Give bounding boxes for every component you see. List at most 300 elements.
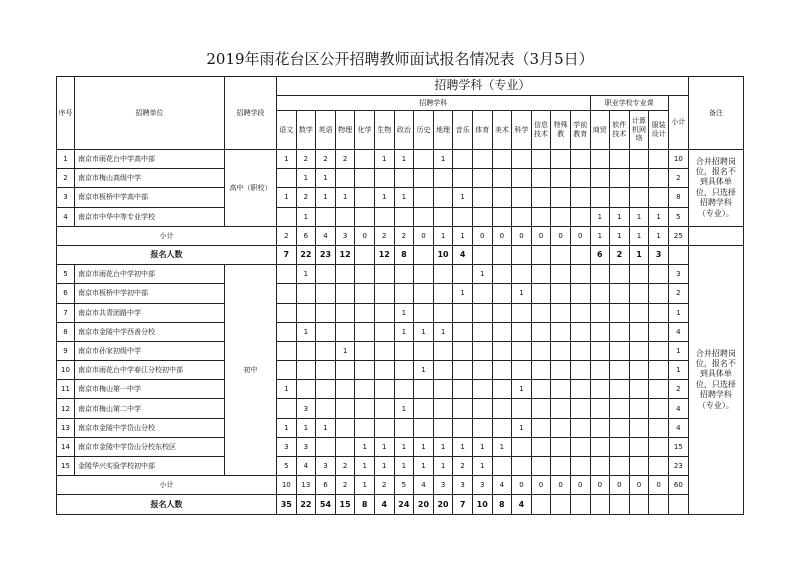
header-subject: 地理 xyxy=(433,111,453,150)
applicants-cell: 12 xyxy=(374,245,394,264)
row-cell: 1 xyxy=(394,150,414,169)
row-cell xyxy=(433,380,453,399)
row-cell xyxy=(551,188,571,207)
row-cell xyxy=(629,361,649,380)
row-cell xyxy=(649,399,669,418)
row-cell xyxy=(531,418,551,437)
applicants-cell xyxy=(512,245,532,264)
row-unit: 南京市中华中等专业学校 xyxy=(75,207,225,226)
subtotal-cell: 0 xyxy=(512,226,532,245)
row-seq: 10 xyxy=(57,361,75,380)
section-note: 合并招聘岗位，报名不到具体单位，只选择招聘学科（专业）。 xyxy=(688,245,743,514)
row-cell: 1 xyxy=(414,361,434,380)
row-cell: 1 xyxy=(433,150,453,169)
row-cell xyxy=(629,380,649,399)
row-cell: 1 xyxy=(374,150,394,169)
row-cell xyxy=(610,437,630,456)
row-cell xyxy=(335,265,355,284)
row-cell: 1 xyxy=(433,437,453,456)
row-cell: 1 xyxy=(374,457,394,476)
row-cell: 1 xyxy=(512,284,532,303)
row-cell xyxy=(472,284,492,303)
row-cell xyxy=(610,303,630,322)
row-cell xyxy=(492,150,512,169)
row-cell xyxy=(590,284,610,303)
section-note: 合并招聘岗位，报名不到具体单位，只选择招聘学科（专业）。 xyxy=(688,150,743,227)
row-cell xyxy=(492,380,512,399)
row-cell xyxy=(590,380,610,399)
row-cell xyxy=(355,265,375,284)
row-cell: 2 xyxy=(335,150,355,169)
row-cell xyxy=(551,322,571,341)
row-cell xyxy=(355,303,375,322)
row-cell xyxy=(277,284,297,303)
row-cell: 3 xyxy=(277,437,297,456)
row-cell xyxy=(649,303,669,322)
subtotal-cell: 1 xyxy=(649,226,669,245)
header-level: 招聘学段 xyxy=(225,77,277,150)
applicants-cell: 24 xyxy=(394,495,414,514)
row-cell xyxy=(394,380,414,399)
row-unit: 南京市孙家初级中学 xyxy=(75,341,225,360)
applicants-cell: 10 xyxy=(433,245,453,264)
row-cell xyxy=(512,188,532,207)
applicants-total xyxy=(668,495,688,514)
row-cell xyxy=(453,418,473,437)
header-subject: 物理 xyxy=(335,111,355,150)
row-cell xyxy=(629,322,649,341)
row-cell: 1 xyxy=(590,207,610,226)
subtotal-cell: 4 xyxy=(414,476,434,495)
header-subject: 体育 xyxy=(472,111,492,150)
row-cell xyxy=(414,150,434,169)
row-cell: 1 xyxy=(355,437,375,456)
row-cell xyxy=(355,341,375,360)
subtotal-cell: 6 xyxy=(316,476,336,495)
row-cell xyxy=(374,207,394,226)
row-total: 4 xyxy=(668,418,688,437)
row-seq: 12 xyxy=(57,399,75,418)
row-cell xyxy=(394,265,414,284)
row-cell xyxy=(629,399,649,418)
row-cell xyxy=(551,150,571,169)
applicants-cell: 8 xyxy=(394,245,414,264)
row-cell xyxy=(453,380,473,399)
row-cell xyxy=(414,418,434,437)
row-cell xyxy=(316,265,336,284)
subtotal-cell: 2 xyxy=(374,476,394,495)
applicants-cell xyxy=(492,245,512,264)
row-cell xyxy=(610,265,630,284)
applicants-label: 报名人数 xyxy=(57,495,277,514)
row-cell xyxy=(316,284,336,303)
header-subject: 政治 xyxy=(394,111,414,150)
row-cell xyxy=(570,361,590,380)
header-subject: 数学 xyxy=(296,111,316,150)
applicants-cell: 12 xyxy=(335,245,355,264)
row-cell xyxy=(453,169,473,188)
row-cell xyxy=(610,418,630,437)
row-cell xyxy=(512,437,532,456)
row-cell xyxy=(512,341,532,360)
row-cell xyxy=(374,284,394,303)
note-blank xyxy=(688,226,743,245)
row-cell xyxy=(414,380,434,399)
row-total: 15 xyxy=(668,437,688,456)
row-cell xyxy=(531,150,551,169)
row-cell xyxy=(512,150,532,169)
row-unit: 南京市板桥中学高中部 xyxy=(75,188,225,207)
row-cell xyxy=(335,207,355,226)
row-total: 10 xyxy=(668,150,688,169)
section-level: 高中（职校） xyxy=(225,150,277,227)
row-cell xyxy=(512,265,532,284)
row-cell xyxy=(610,380,630,399)
row-cell: 1 xyxy=(394,303,414,322)
row-cell xyxy=(492,303,512,322)
row-cell: 5 xyxy=(277,457,297,476)
row-cell xyxy=(374,322,394,341)
subtotal-cell: 2 xyxy=(374,226,394,245)
row-total: 3 xyxy=(668,265,688,284)
row-cell xyxy=(316,322,336,341)
header-total: 小计 xyxy=(668,96,688,150)
row-cell xyxy=(277,322,297,341)
subtotal-cell: 4 xyxy=(492,476,512,495)
row-cell xyxy=(512,399,532,418)
row-total: 1 xyxy=(668,303,688,322)
row-cell xyxy=(316,380,336,399)
row-cell xyxy=(277,303,297,322)
header-seq: 序号 xyxy=(57,77,75,150)
applicants-row xyxy=(57,495,744,514)
row-unit: 南京市雨花台中学初中部 xyxy=(75,265,225,284)
subtotal-label: 小计 xyxy=(57,476,277,495)
row-cell xyxy=(414,188,434,207)
row-cell xyxy=(570,341,590,360)
applicants-cell: 4 xyxy=(512,495,532,514)
row-cell xyxy=(316,341,336,360)
applicants-cell: 3 xyxy=(649,245,669,264)
row-cell xyxy=(472,322,492,341)
header-subject: 科学 xyxy=(512,111,532,150)
row-cell: 1 xyxy=(453,188,473,207)
row-cell xyxy=(335,418,355,437)
applicants-cell: 20 xyxy=(433,495,453,514)
row-cell xyxy=(570,150,590,169)
subtotal-cell: 0 xyxy=(649,476,669,495)
table-row xyxy=(57,150,744,169)
row-total: 2 xyxy=(668,380,688,399)
row-cell xyxy=(629,169,649,188)
row-cell xyxy=(394,207,414,226)
row-cell xyxy=(296,361,316,380)
row-seq: 13 xyxy=(57,418,75,437)
row-cell xyxy=(551,361,571,380)
subtotal-cell: 0 xyxy=(531,226,551,245)
applicants-cell xyxy=(531,495,551,514)
subtotal-cell: 1 xyxy=(433,226,453,245)
header-note: 备注 xyxy=(688,77,743,150)
row-cell xyxy=(472,380,492,399)
row-cell xyxy=(453,303,473,322)
row-cell xyxy=(453,341,473,360)
row-cell: 1 xyxy=(610,207,630,226)
row-cell xyxy=(610,150,630,169)
applicants-cell: 8 xyxy=(355,495,375,514)
row-cell xyxy=(472,303,492,322)
table-row xyxy=(57,188,744,207)
row-cell xyxy=(316,399,336,418)
row-cell xyxy=(492,188,512,207)
row-cell xyxy=(296,341,316,360)
row-cell xyxy=(414,207,434,226)
page-title: 2019年雨花台区公开招聘教师面试报名情况表（3月5日） xyxy=(206,50,594,68)
row-total: 8 xyxy=(668,188,688,207)
applicants-cell xyxy=(649,495,669,514)
applicants-cell xyxy=(551,245,571,264)
row-unit: 南京市金陵中学岱山分校东校区 xyxy=(75,437,225,456)
row-cell xyxy=(472,150,492,169)
row-unit: 南京市金陵中学岱山分校 xyxy=(75,418,225,437)
row-cell xyxy=(629,418,649,437)
row-cell: 1 xyxy=(414,322,434,341)
row-cell xyxy=(492,284,512,303)
subtotal-cell: 3 xyxy=(433,476,453,495)
row-cell xyxy=(374,418,394,437)
applicants-cell: 22 xyxy=(296,245,316,264)
applicants-cell xyxy=(531,245,551,264)
row-cell xyxy=(472,418,492,437)
row-unit: 金陵华兴实验学校初中部 xyxy=(75,457,225,476)
row-seq: 9 xyxy=(57,341,75,360)
subtotal-cell: 2 xyxy=(394,226,414,245)
row-cell: 1 xyxy=(394,322,414,341)
row-cell xyxy=(335,437,355,456)
row-cell xyxy=(453,150,473,169)
applicants-cell: 6 xyxy=(590,245,610,264)
subtotal-cell: 2 xyxy=(277,226,297,245)
row-cell xyxy=(570,399,590,418)
row-cell xyxy=(590,169,610,188)
row-cell xyxy=(551,399,571,418)
subtotal-cell: 0 xyxy=(472,226,492,245)
row-cell xyxy=(335,361,355,380)
row-cell: 1 xyxy=(296,322,316,341)
table-row xyxy=(57,380,744,399)
row-cell xyxy=(316,437,336,456)
subtotal-cell: 3 xyxy=(335,226,355,245)
subtotal-cell: 0 xyxy=(570,226,590,245)
row-cell xyxy=(570,418,590,437)
row-total: 1 xyxy=(668,361,688,380)
row-cell xyxy=(512,207,532,226)
row-cell xyxy=(492,361,512,380)
row-seq: 4 xyxy=(57,207,75,226)
row-cell: 1 xyxy=(277,150,297,169)
subtotal-cell: 5 xyxy=(394,476,414,495)
row-cell xyxy=(414,399,434,418)
row-cell xyxy=(570,169,590,188)
applicants-cell: 20 xyxy=(414,495,434,514)
row-cell xyxy=(590,322,610,341)
row-cell xyxy=(433,418,453,437)
row-cell xyxy=(277,399,297,418)
row-cell: 1 xyxy=(472,265,492,284)
row-cell: 2 xyxy=(296,188,316,207)
subtotal-total: 60 xyxy=(668,476,688,495)
applicants-cell: 10 xyxy=(472,495,492,514)
row-cell: 1 xyxy=(512,380,532,399)
header-subject: 服装设计 xyxy=(649,111,669,150)
row-seq: 8 xyxy=(57,322,75,341)
header-subject: 语文 xyxy=(277,111,297,150)
row-cell xyxy=(590,265,610,284)
row-total: 23 xyxy=(668,457,688,476)
row-seq: 2 xyxy=(57,169,75,188)
subtotal-label: 小计 xyxy=(57,226,277,245)
row-unit: 南京市雨花台中学春江分校初中部 xyxy=(75,361,225,380)
subtotal-cell: 1 xyxy=(590,226,610,245)
row-cell xyxy=(570,284,590,303)
row-cell xyxy=(374,169,394,188)
row-cell xyxy=(531,188,551,207)
row-cell xyxy=(629,437,649,456)
row-cell xyxy=(433,188,453,207)
applicants-cell xyxy=(629,495,649,514)
row-cell: 1 xyxy=(394,188,414,207)
row-unit: 南京市雨花台中学高中部 xyxy=(75,150,225,169)
row-total: 2 xyxy=(668,169,688,188)
row-cell: 1 xyxy=(355,457,375,476)
row-cell xyxy=(355,150,375,169)
row-cell xyxy=(610,457,630,476)
row-cell xyxy=(453,265,473,284)
applicants-cell: 4 xyxy=(453,245,473,264)
row-cell xyxy=(649,418,669,437)
row-cell xyxy=(414,265,434,284)
row-cell: 3 xyxy=(296,437,316,456)
applicant-table xyxy=(56,76,744,515)
row-cell: 1 xyxy=(316,169,336,188)
row-cell xyxy=(374,361,394,380)
row-cell xyxy=(512,322,532,341)
row-cell: 1 xyxy=(512,418,532,437)
row-cell xyxy=(512,303,532,322)
applicants-cell xyxy=(590,495,610,514)
applicants-total xyxy=(668,245,688,264)
row-cell xyxy=(512,457,532,476)
header-group-top: 招聘学科（专业） xyxy=(277,77,689,96)
row-cell xyxy=(414,303,434,322)
applicants-cell: 54 xyxy=(316,495,336,514)
subtotal-cell: 4 xyxy=(316,226,336,245)
subtotal-cell: 0 xyxy=(414,226,434,245)
row-cell xyxy=(551,437,571,456)
applicants-cell: 7 xyxy=(277,245,297,264)
row-cell xyxy=(472,169,492,188)
row-cell: 1 xyxy=(472,457,492,476)
row-cell xyxy=(433,399,453,418)
applicants-label: 报名人数 xyxy=(57,245,277,264)
row-cell xyxy=(374,399,394,418)
row-cell xyxy=(590,361,610,380)
row-cell: 1 xyxy=(277,188,297,207)
applicants-cell xyxy=(570,495,590,514)
subtotal-cell: 0 xyxy=(531,476,551,495)
row-cell: 1 xyxy=(414,457,434,476)
row-cell xyxy=(649,380,669,399)
row-cell xyxy=(472,341,492,360)
row-seq: 14 xyxy=(57,437,75,456)
row-cell xyxy=(531,437,551,456)
applicants-cell: 22 xyxy=(296,495,316,514)
row-cell: 1 xyxy=(374,437,394,456)
header-subject: 生物 xyxy=(374,111,394,150)
subtotal-cell: 10 xyxy=(277,476,297,495)
subtotal-total: 25 xyxy=(668,226,688,245)
row-cell xyxy=(472,207,492,226)
row-cell xyxy=(335,322,355,341)
row-cell xyxy=(629,265,649,284)
applicants-cell: 15 xyxy=(335,495,355,514)
row-cell xyxy=(433,169,453,188)
subtotal-cell: 0 xyxy=(570,476,590,495)
row-cell xyxy=(316,303,336,322)
row-cell: 1 xyxy=(453,437,473,456)
row-cell xyxy=(531,457,551,476)
row-cell xyxy=(355,322,375,341)
header-subject: 计算机网络 xyxy=(629,111,649,150)
row-cell: 1 xyxy=(394,437,414,456)
row-cell xyxy=(355,188,375,207)
subtotal-cell: 0 xyxy=(629,476,649,495)
row-cell xyxy=(570,265,590,284)
subtotal-cell: 3 xyxy=(453,476,473,495)
row-cell xyxy=(551,341,571,360)
applicants-row xyxy=(57,245,744,264)
table-row xyxy=(57,303,744,322)
row-cell xyxy=(394,284,414,303)
row-cell xyxy=(414,341,434,360)
row-cell xyxy=(472,188,492,207)
table-row xyxy=(57,361,744,380)
header-subject: 音乐 xyxy=(453,111,473,150)
row-cell: 1 xyxy=(374,188,394,207)
row-cell: 1 xyxy=(472,437,492,456)
row-cell xyxy=(316,361,336,380)
header-subject: 化学 xyxy=(355,111,375,150)
row-cell xyxy=(355,380,375,399)
row-unit: 南京市梅山高级中学 xyxy=(75,169,225,188)
table-row xyxy=(57,457,744,476)
row-cell xyxy=(610,361,630,380)
row-cell xyxy=(590,341,610,360)
row-cell xyxy=(433,341,453,360)
row-cell xyxy=(590,437,610,456)
row-cell xyxy=(492,169,512,188)
row-cell xyxy=(531,380,551,399)
row-cell xyxy=(610,341,630,360)
header-subject: 学前教育 xyxy=(570,111,590,150)
header-subject: 商贸 xyxy=(590,111,610,150)
header-group-vocational: 职业学校专业课 xyxy=(590,96,668,111)
row-unit: 南京市金陵中学西善分校 xyxy=(75,322,225,341)
row-cell xyxy=(531,322,551,341)
row-cell: 1 xyxy=(335,341,355,360)
row-cell: 1 xyxy=(453,284,473,303)
row-cell xyxy=(433,303,453,322)
